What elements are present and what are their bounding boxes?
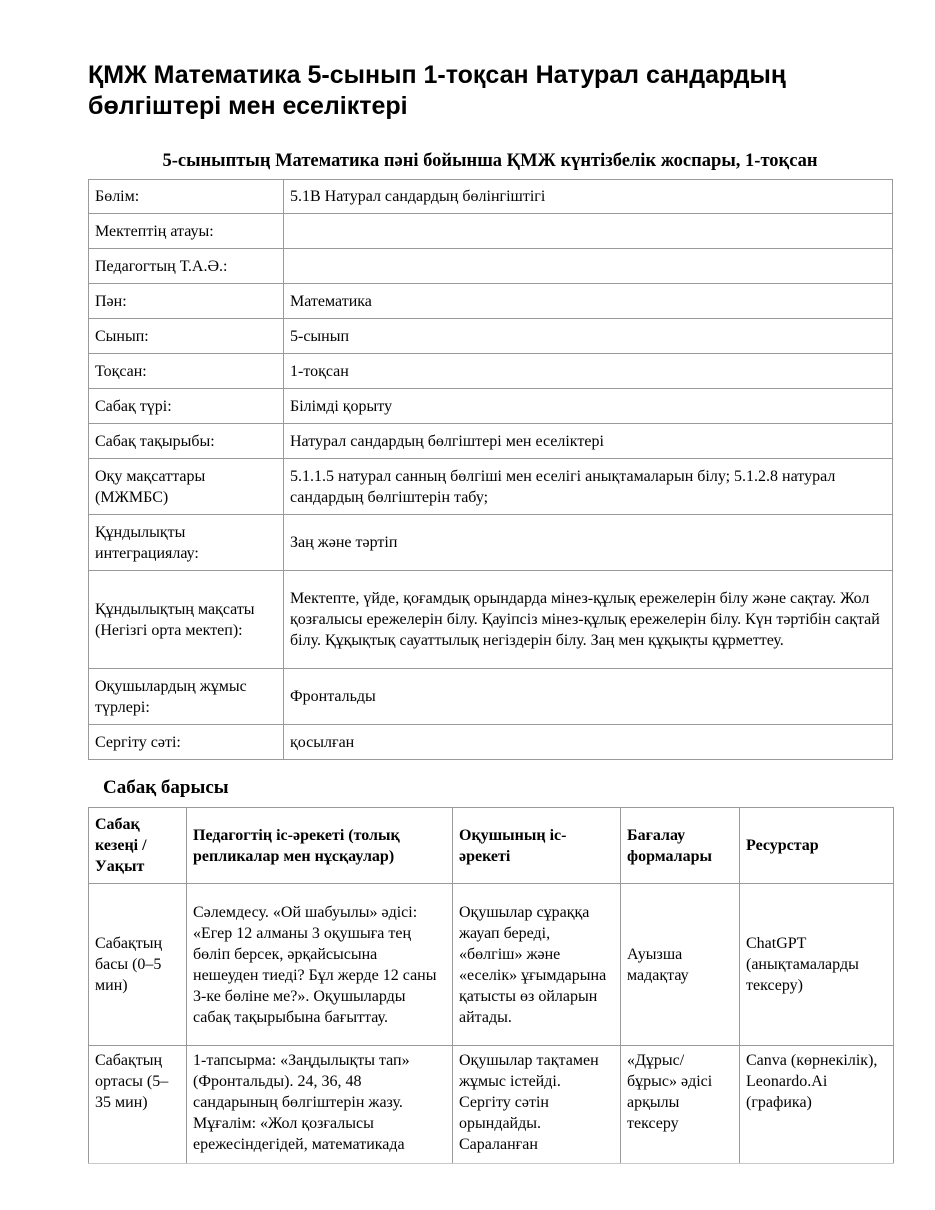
lesson-info-table <box>88 179 893 760</box>
cell-student-activity: Оқушылар сұраққа жауап береді, «бөлгіш» және «еселік» ұғымдарына қатысты өз ойларын айтады. <box>453 884 621 1046</box>
info-label: Педагогтың Т.А.Ә.: <box>89 249 284 284</box>
info-row <box>89 424 893 459</box>
info-value: Фронтальды <box>284 669 893 725</box>
info-value: қосылған <box>284 725 893 760</box>
info-value: 5.1В Натурал сандардың бөлінгіштігі <box>284 180 893 214</box>
header-student-activity: Оқушының іс-әрекеті <box>453 808 621 884</box>
lesson-row-beginning <box>89 884 894 1046</box>
cell-teacher-activity: 1-тапсырма: «Заңдылықты тап» (Фронтальды). 24, 36, 48 сандарының бөлгіштерін жазу. Мұғалім: «Жол қозғалысы ережесіндегідей, математикада <box>187 1046 453 1164</box>
header-resources: Ресурстар <box>740 808 894 884</box>
cell-assessment: «Дұрыс/ бұрыс» әдісі арқылы тексеру <box>621 1046 740 1164</box>
info-row <box>89 249 893 284</box>
info-value: Математика <box>284 284 893 319</box>
info-row <box>89 669 893 725</box>
info-value: Білімді қорыту <box>284 389 893 424</box>
info-row <box>89 354 893 389</box>
info-value: 1-тоқсан <box>284 354 893 389</box>
header-teacher-activity: Педагогтің іс-әрекеті (толық репликалар мен нұсқаулар) <box>187 808 453 884</box>
info-label: Құндылықты интеграциялау: <box>89 515 284 571</box>
cell-teacher-activity: Сәлемдесу. «Ой шабуылы» әдісі: «Егер 12 алманы 3 оқушыға тең бөліп берсек, әрқайсысына нешеуден тиеді? Бұл жерде 12 саны 3-ке бөліне ме?». Оқушыларды сабақ тақырыбына бағыттау. <box>187 884 453 1046</box>
info-label: Сабақ тақырыбы: <box>89 424 284 459</box>
header-stage: Сабақ кезеңі / Уақыт <box>89 808 187 884</box>
info-label: Пән: <box>89 284 284 319</box>
info-label: Бөлім: <box>89 180 284 214</box>
info-label: Мектептің атауы: <box>89 214 284 249</box>
info-value: Натурал сандардың бөлгіштері мен еселіктері <box>284 424 893 459</box>
info-label: Сынып: <box>89 319 284 354</box>
info-row <box>89 515 893 571</box>
info-value: Заң және тәртіп <box>284 515 893 571</box>
info-value: 5-сынып <box>284 319 893 354</box>
info-row <box>89 571 893 669</box>
cell-stage: Сабақтың басы (0–5 мин) <box>89 884 187 1046</box>
lesson-info-body <box>89 180 893 760</box>
info-label: Құндылықтың мақсаты (Негізгі орта мектеп): <box>89 571 284 669</box>
info-row <box>89 459 893 515</box>
lesson-row-middle <box>89 1046 894 1164</box>
cell-resources: ChatGPT (анықтамаларды тексеру) <box>740 884 894 1046</box>
info-row <box>89 725 893 760</box>
cell-student-activity: Оқушылар тақтамен жұмыс істейді. Сергіту сәтін орындайды. Сараланған <box>453 1046 621 1164</box>
info-row <box>89 319 893 354</box>
cell-stage: Сабақтың ортасы (5–35 мин) <box>89 1046 187 1164</box>
table-caption: 5-сыныптың Математика пәні бойынша ҚМЖ күнтізбелік жоспары, 1-тоқсан <box>162 151 818 171</box>
info-label: Сабақ түрі: <box>89 389 284 424</box>
cell-assessment: Ауызша мадақтау <box>621 884 740 1046</box>
info-row <box>89 389 893 424</box>
info-label: Тоқсан: <box>89 354 284 389</box>
header-assessment: Бағалау формалары <box>621 808 740 884</box>
info-label: Оқу мақсаттары (МЖМБС) <box>89 459 284 515</box>
cell-resources: Canva (көрнекілік), Leonardo.Ai (графика) <box>740 1046 894 1164</box>
info-label: Оқушылардың жұмыс түрлері: <box>89 669 284 725</box>
info-row <box>89 180 893 214</box>
info-label: Сергіту сәті: <box>89 725 284 760</box>
info-value: 5.1.1.5 натурал санның бөлгіші мен еселігі анықтамаларын білу; 5.1.2.8 натурал сандардың бөлгіштерін табу; <box>284 459 893 515</box>
info-value: Мектепте, үйде, қоғамдық орындарда мінез-құлық ережелерін білу және сақтау. Жол қозғалысы ережелерін білу. Қауіпсіз мінез-құлық ережелерін білу. Күн тәртібін сақтай білу. Құқықтық сауаттылық негіздерін білу. Заң мен құқықты құрметтеу. <box>284 571 893 669</box>
info-value <box>284 214 893 249</box>
info-row <box>89 284 893 319</box>
lesson-progress-table <box>88 807 894 1164</box>
document-title: ҚМЖ Математика 5-сынып 1-тоқсан Натурал сандардың бөлгіштері мен еселіктері <box>88 61 786 120</box>
lesson-table-header-row <box>89 808 894 884</box>
section-heading: Сабақ барысы <box>103 777 229 798</box>
info-row <box>89 214 893 249</box>
info-value <box>284 249 893 284</box>
